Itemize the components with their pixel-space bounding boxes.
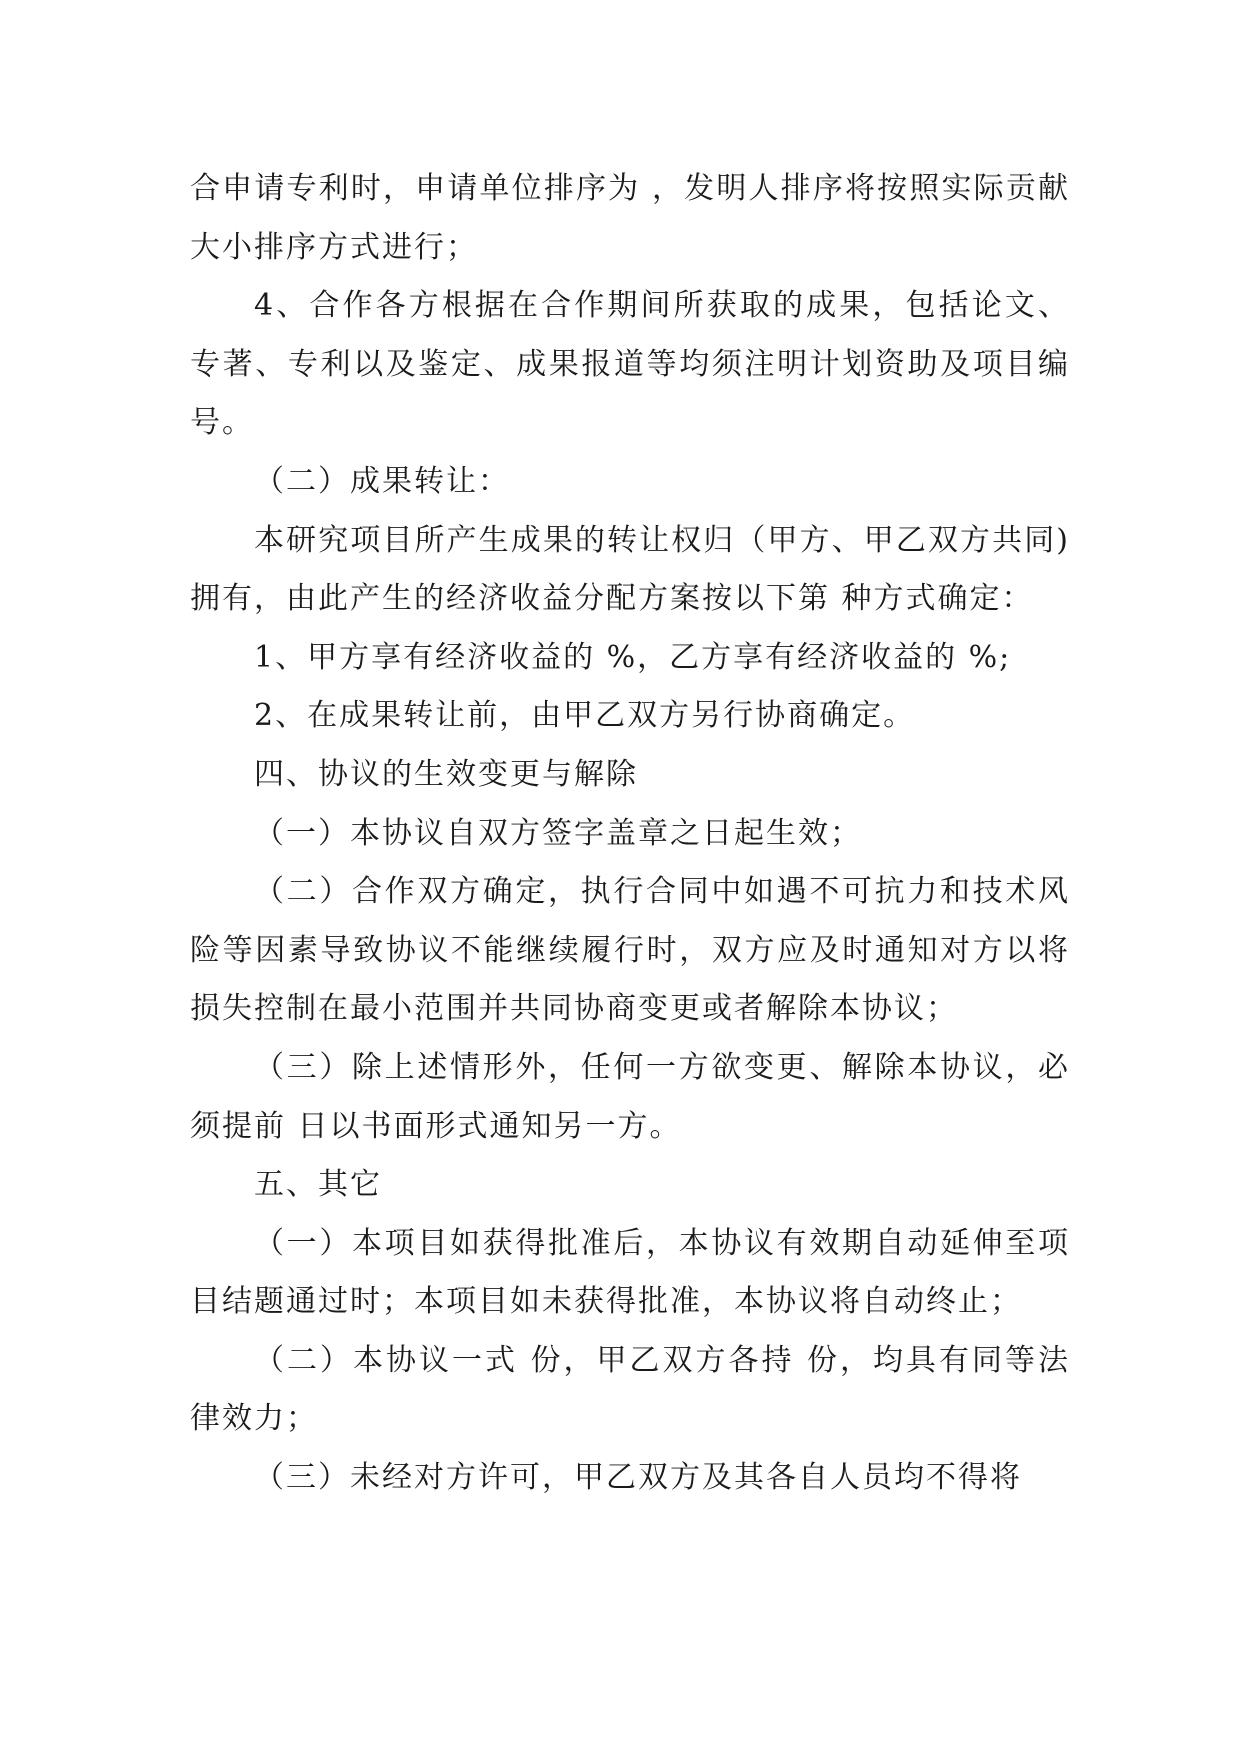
paragraph-results-attribution: 4、合作各方根据在合作期间所获取的成果，包括论文、专著、专利以及鉴定、成果报道等均须注明计划资助及项目编号。 [190,288,1070,441]
paragraph-notice-period: （三）除上述情形外，任何一方欲变更、解除本协议，必须提前 日以书面形式通知另一方。 [190,1049,1070,1144]
heading-effect-change-termination: 四、协议的生效变更与解除 [254,756,638,792]
paragraph-negotiation: 2、在成果转让前，由甲乙双方另行协商确定。 [254,698,916,734]
paragraph-confidentiality: （三）未经对方许可，甲乙双方及其各自人员均不得将 [254,1460,1022,1496]
paragraph-patent-ranking: 合申请专利时，申请单位排序为 ，发明人排序将按照实际贡献大小排序方式进行； [190,171,1070,265]
document-body [190,160,1070,1508]
paragraph-revenue-share: 1、甲方享有经济收益的 %，乙方享有经济收益的 %; [254,639,1012,675]
heading-results-transfer: （二）成果转让： [254,463,510,499]
paragraph-effective-date: （一）本协议自双方签字盖章之日起生效； [254,815,862,851]
heading-other: 五、其它 [254,1167,382,1203]
paragraph-validity-period: （一）本项目如获得批准后，本协议有效期自动延伸至项目结题通过时；本项目如未获得批准，本协议将自动终止； [190,1225,1070,1320]
paragraph-force-majeure: （二）合作双方确定，执行合同中如遇不可抗力和技术风险等因素导致协议不能继续履行时，双方应及时通知对方以将损失控制在最小范围并共同协商变更或者解除本协议； [190,874,1070,1027]
paragraph-copies: （二）本协议一式 份，甲乙双方各持 份，均具有同等法律效力； [190,1342,1070,1437]
paragraph-transfer-rights: 本研究项目所产生成果的转让权归（甲方、甲乙双方共同)拥有，由此产生的经济收益分配方案按以下第 种方式确定： [190,522,1070,617]
